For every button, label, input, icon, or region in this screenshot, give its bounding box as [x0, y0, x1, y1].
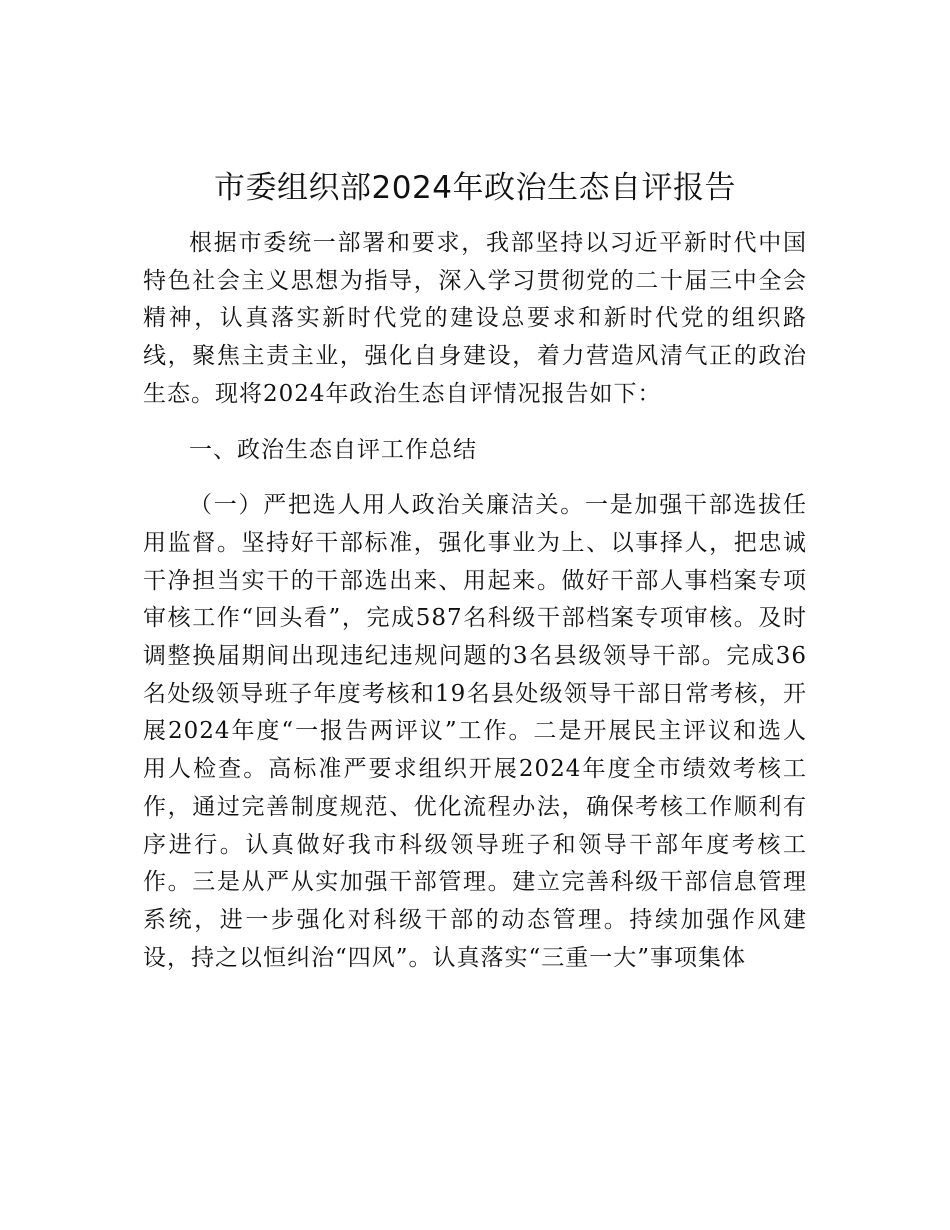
- document-body: [143, 225, 807, 977]
- section-heading: 一、政治生态自评工作总结: [189, 436, 477, 463]
- subsection-text: 一是加强干部选拔任用监督。坚持好干部标准，强化事业为上、以事择人，把忠诚干净担当实干的干部选出来、用起来。做好干部人事档案专项审核工作“回头看”，完成587名科级干部档案专项审核。及时调整换届期间出现违纪违规问题的3名县级领导干部。完成36名处级领导班子年度考核和19名县处级领导干部日常考核，开展2024年度“一报告两评议”工作。二是开展民主评议和选人用人检查。高标准严要求组织开展2024年度全市绩效考核工作，通过完善制度规范、优化流程办法，确保考核工作顺利有序进行。认真做好我市科级领导班子和领导干部年度考核工作。三是从严从实加强干部管理。建立完善科级干部信息管理系统，进一步强化对科级干部的动态管理。持续加强作风建设，持之以恒纠治“四风”。认真落实“三重一大”事项集体: [143, 492, 807, 971]
- subsection-heading: （一）严把选人用人政治关廉洁关。: [189, 492, 585, 519]
- document-title: 市委组织部2024年政治生态自评报告: [214, 170, 736, 206]
- section-paragraph: [143, 487, 807, 977]
- intro-paragraph: 根据市委统一部署和要求，我部坚持以习近平新时代中国特色社会主义思想为指导，深入学习贯彻党的二十届三中全会精神，认真落实新时代党的建设总要求和新时代党的组织路线，聚焦主责主业，强化自身建设，着力营造风清气正的政治生态。现将2024年政治生态自评情况报告如下：: [143, 230, 807, 407]
